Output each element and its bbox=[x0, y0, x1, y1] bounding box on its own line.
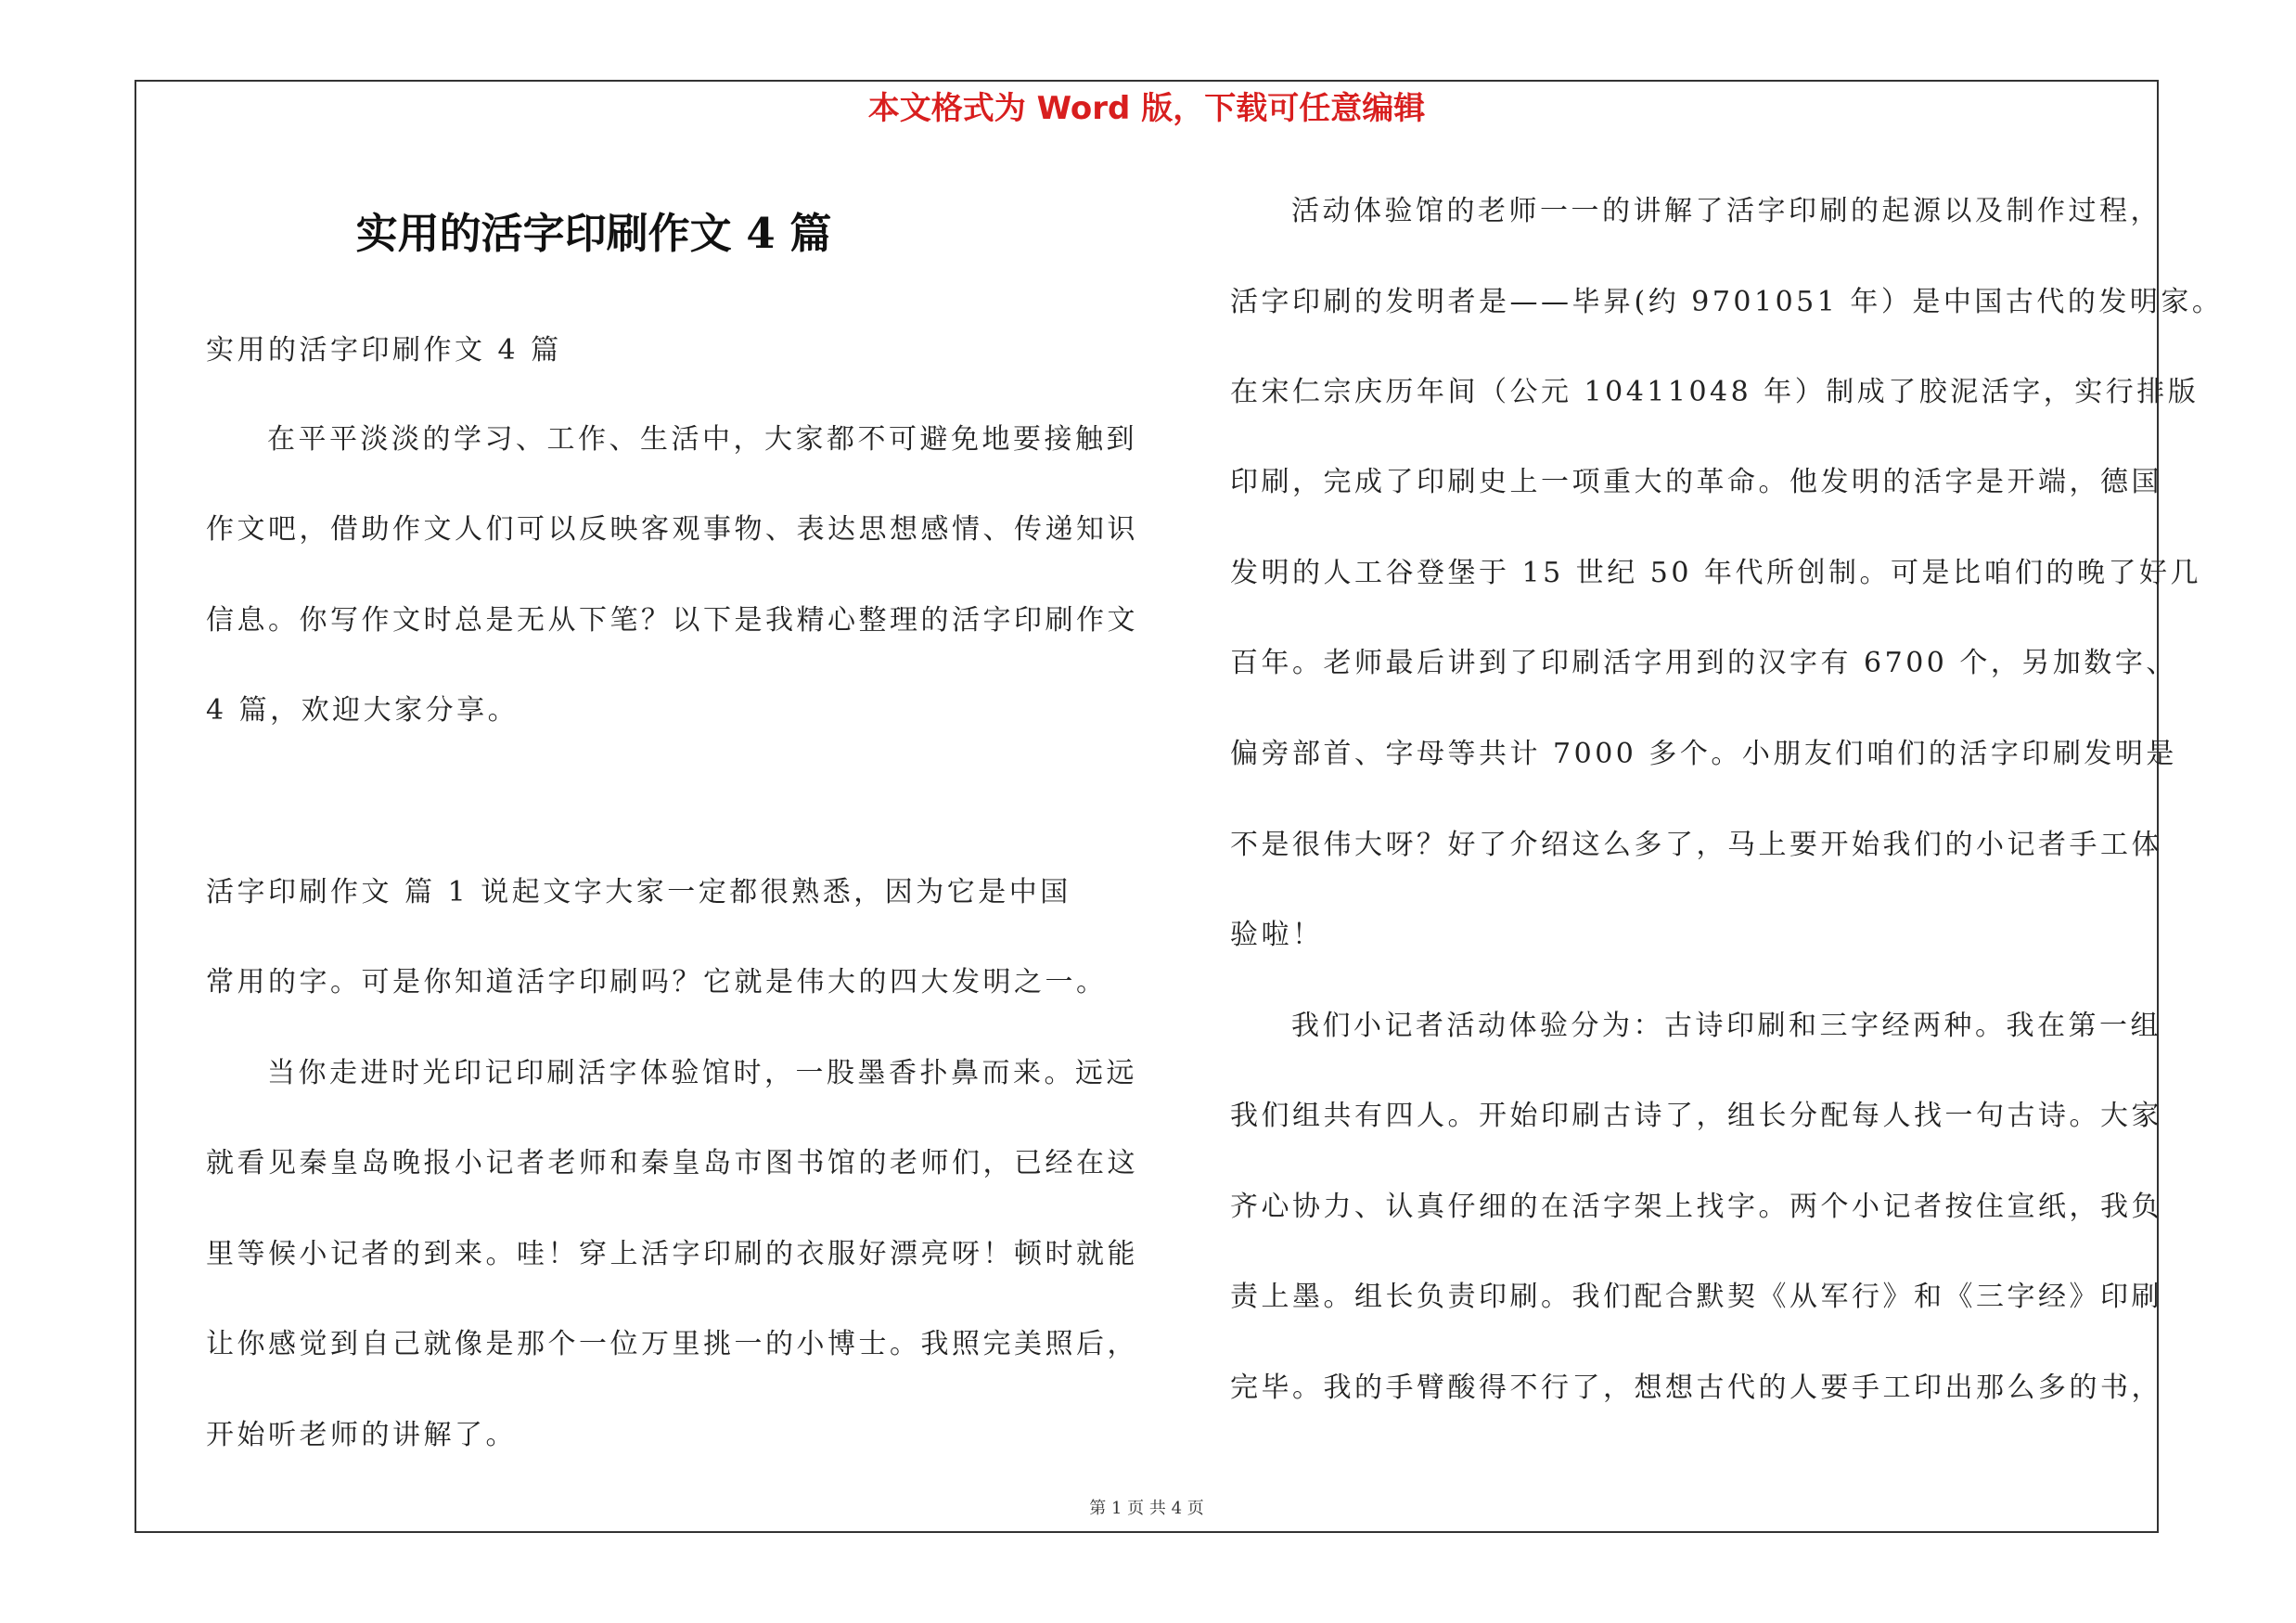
paragraph-line: 不是很伟大呀？好了介绍这么多了，马上要开始我们的小记者手工体 bbox=[1230, 829, 2162, 861]
paragraph-line: 常用的字。可是你知道活字印刷吗？它就是伟大的四大发明之一。 bbox=[206, 966, 1108, 998]
paragraph-line: 验啦！ bbox=[1230, 919, 1324, 951]
paragraph-line: 印刷，完成了印刷史上一项重大的革命。他发明的活字是开端，德国 bbox=[1230, 466, 2162, 498]
paragraph-line: 4 篇，欢迎大家分享。 bbox=[206, 694, 519, 727]
paragraph-line: 在宋仁宗庆历年间（公元 10411048 年）制成了胶泥活字，实行排版 bbox=[1230, 376, 2200, 408]
paragraph-line: 就看见秦皇岛晚报小记者老师和秦皇岛市图书馆的老师们，已经在这 bbox=[206, 1147, 1138, 1179]
paragraph-line: 我们组共有四人。开始印刷古诗了，组长分配每人找一句古诗。大家 bbox=[1230, 1100, 2162, 1132]
paragraph-line: 完毕。我的手臂酸得不行了，想想古代的人要手工印出那么多的书， bbox=[1230, 1372, 2162, 1404]
document-title: 实用的活字印刷作文 4 篇 bbox=[355, 209, 832, 258]
paragraph-line: 里等候小记者的到来。哇！穿上活字印刷的衣服好漂亮呀！顿时就能 bbox=[206, 1238, 1138, 1270]
page-number-footer: 第 1 页 共 4 页 bbox=[1089, 1499, 1204, 1518]
paragraph-line: 作文吧，借助作文人们可以反映客观事物、表达思想感情、传递知识 bbox=[206, 513, 1138, 546]
paragraph-line: 偏旁部首、字母等共计 7000 多个。小朋友们咱们的活字印刷发明是 bbox=[1230, 738, 2177, 770]
paragraph-line: 我们小记者活动体验分为：古诗印刷和三字经两种。我在第一组 bbox=[1291, 1010, 2161, 1042]
paragraph-line: 活动体验馆的老师一一的讲解了活字印刷的起源以及制作过程， bbox=[1291, 195, 2161, 227]
paragraph-line: 在平平淡淡的学习、工作、生活中，大家都不可避免地要接触到 bbox=[267, 423, 1137, 456]
word-format-banner: 本文格式为 Word 版，下载可任意编辑 bbox=[867, 90, 1426, 127]
paragraph-line: 信息。你写作文时总是无从下笔？以下是我精心整理的活字印刷作文 bbox=[206, 604, 1138, 637]
paragraph-line: 活字印刷的发明者是——毕昇(约 9701051 年）是中国古代的发明家。 bbox=[1230, 286, 2224, 318]
section-heading-line: 活字印刷作文 篇 1 说起文字大家一定都很熟悉，因为它是中国 bbox=[206, 876, 1071, 908]
paragraph-line: 当你走进时光印记印刷活字体验馆时，一股墨香扑鼻而来。远远 bbox=[267, 1057, 1137, 1089]
paragraph-line: 责上墨。组长负责印刷。我们配合默契《从军行》和《三字经》印刷 bbox=[1230, 1281, 2162, 1313]
paragraph-line: 让你感觉到自己就像是那个一位万里挑一的小博士。我照完美照后， bbox=[206, 1328, 1138, 1360]
paragraph-line: 发明的人工谷登堡于 15 世纪 50 年代所创制。可是比咱们的晚了好几 bbox=[1230, 557, 2201, 589]
subtitle-line: 实用的活字印刷作文 4 篇 bbox=[206, 334, 562, 367]
paragraph-line: 齐心协力、认真仔细的在活字架上找字。两个小记者按住宣纸，我负 bbox=[1230, 1191, 2162, 1223]
paragraph-line: 百年。老师最后讲到了印刷活字用到的汉字有 6700 个，另加数字、 bbox=[1230, 647, 2177, 679]
paragraph-line: 开始听老师的讲解了。 bbox=[206, 1419, 517, 1451]
